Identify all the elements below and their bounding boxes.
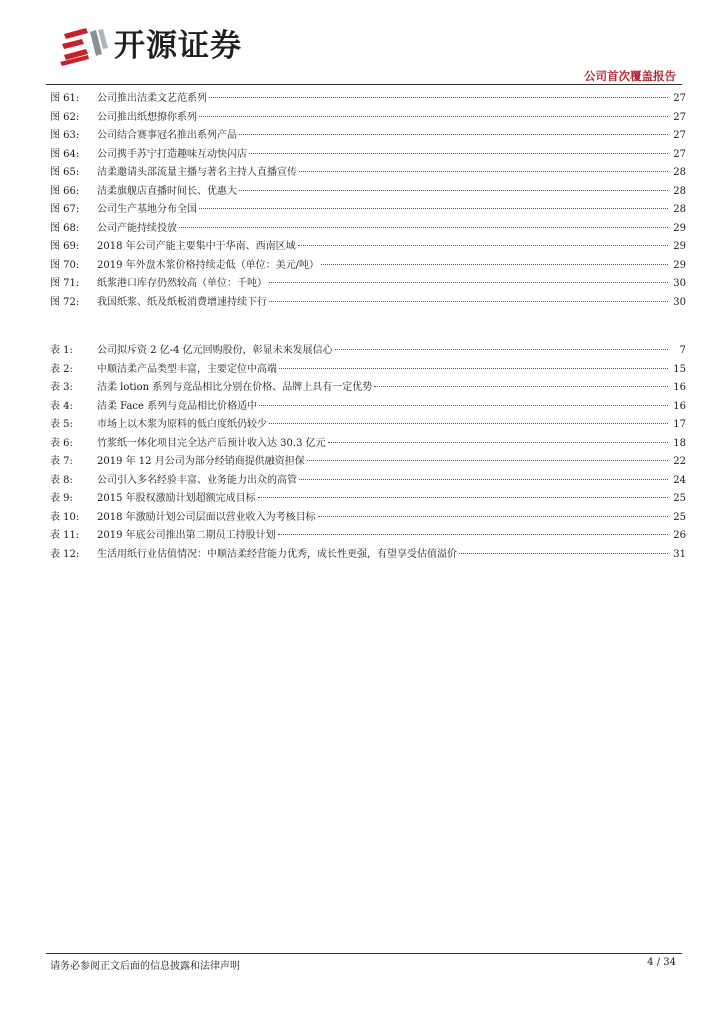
toc-dot-leader [259,405,668,406]
table-toc-row[interactable] [50,453,686,472]
toc-entry-title[interactable]: 洁柔 lotion 系列与竞品相比分别在价格、品牌上具有一定优势 [97,382,373,393]
figure-toc-row[interactable] [50,238,686,257]
toc-entry-label: 图 61: [50,93,80,104]
toc-entry-title[interactable]: 公司引入多名经验丰富、业务能力出众的高管 [97,474,297,486]
toc-entry-page: 28 [673,204,686,215]
toc-entry-title[interactable]: 洁柔 Face 系列与竞品相比价格适中 [97,400,258,412]
toc-entry-page: 7 [679,345,686,356]
toc-entry-label: 图 72: [50,296,80,308]
toc-entry-title[interactable]: 2018 年激励计划公司层面以营业收入为考核目标 [97,511,316,523]
toc-dot-leader [298,245,668,246]
toc-entry-title[interactable]: 中顺洁柔产品类型丰富，主要定位中高端 [97,363,277,375]
figure-toc-row[interactable] [50,146,686,165]
toc-entry-label: 表 8: [50,474,73,486]
toc-entry-label: 表 10: [50,511,80,523]
toc-dot-leader [307,460,668,461]
toc-entry-page: 27 [673,93,686,104]
toc-entry-label: 表 3: [50,382,73,393]
toc-entry-label: 表 12: [50,548,80,560]
table-list [50,342,686,564]
toc-entry-label: 图 68: [50,222,80,234]
toc-entry-title[interactable]: 公司生产基地分布全国 [97,204,197,215]
toc-entry-title[interactable]: 公司推出洁柔文艺范系列 [97,93,207,104]
toc-dot-leader [258,497,668,498]
toc-entry-page: 27 [673,111,686,123]
toc-entry-page: 27 [673,148,686,160]
toc-entry-label: 表 6: [50,437,73,449]
figure-toc-row[interactable] [50,90,686,109]
toc-entry-title[interactable]: 公司拟斥资 2 亿-4 亿元回购股份，彰显未来发展信心 [97,345,333,356]
toc-dot-leader [199,208,668,209]
logo-mark-icon [58,24,110,68]
toc-dot-leader [299,171,668,172]
figure-toc-row[interactable] [50,164,686,183]
figure-toc-row[interactable] [50,294,686,313]
figure-toc-row[interactable] [50,257,686,276]
figure-toc-row[interactable] [50,183,686,202]
toc-entry-label: 表 4: [50,400,73,412]
toc-entry-title[interactable]: 洁柔旗舰店直播时间长、优惠大 [97,185,237,197]
toc-entry-title[interactable]: 公司产能持续投放 [97,222,177,234]
table-toc-row[interactable] [50,416,686,435]
toc-entry-page: 25 [673,511,686,523]
toc-dot-leader [269,282,668,283]
figure-toc-row[interactable] [50,109,686,128]
figure-list [50,90,686,312]
toc-entry-page: 27 [673,130,686,141]
table-toc-row[interactable] [50,509,686,528]
table-toc-row[interactable] [50,379,686,398]
figure-toc-row[interactable] [50,220,686,239]
table-toc-row[interactable] [50,527,686,546]
toc-entry-label: 图 65: [50,167,80,178]
figure-toc-row[interactable] [50,127,686,146]
toc-dot-leader [318,516,668,517]
toc-entry-title[interactable]: 公司结合赛事冠名推出系列产品 [97,130,237,141]
toc-entry-page: 16 [673,382,686,393]
table-toc-row[interactable] [50,472,686,491]
toc-dot-leader [328,442,668,443]
toc-entry-title[interactable]: 2019 年 12 月公司为部分经销商提供融资担保 [97,456,305,467]
toc-entry-label: 表 5: [50,419,73,430]
table-toc-row[interactable] [50,361,686,380]
toc-entry-page: 22 [673,456,686,467]
toc-entry-title[interactable]: 竹浆纸一体化项目完全达产后预计收入达 30.3 亿元 [97,437,326,449]
toc-entry-label: 图 66: [50,185,80,197]
toc-entry-label: 图 71: [50,278,80,289]
footer-disclaimer: 请务必参阅正文后面的信息披露和法律声明 [50,961,240,972]
toc-entry-label: 表 9: [50,493,73,504]
toc-entry-label: 图 69: [50,241,80,252]
toc-entry-title[interactable]: 我国纸浆、纸及纸板消费增速持续下行 [97,296,267,308]
toc-entry-page: 28 [673,185,686,197]
toc-entry-label: 表 11: [50,530,80,541]
toc-entry-page: 31 [673,548,686,560]
toc-entry-page: 30 [673,296,686,308]
toc-entry-page: 17 [673,419,686,430]
figure-toc-row[interactable] [50,201,686,220]
toc-entry-title[interactable]: 2019 年外盘木浆价格持续走低（单位：美元/吨） [97,259,319,271]
table-toc-row[interactable] [50,342,686,361]
toc-entry-title[interactable]: 生活用纸行业估值情况：中顺洁柔经营能力优秀，成长性更强，有望享受估值溢价 [97,548,457,560]
toc-dot-leader [335,349,668,350]
toc-entry-page: 29 [673,222,686,234]
toc-dot-leader [321,264,668,265]
toc-entry-title[interactable]: 2018 年公司产能主要集中于华南、西南区域 [97,241,296,252]
toc-entry-page: 16 [673,400,686,412]
table-toc-row[interactable] [50,546,686,565]
logo-text: 开源证券 [114,28,242,64]
toc-entry-label: 图 63: [50,130,80,141]
toc-dot-leader [239,190,668,191]
footer-divider [46,953,682,954]
toc-dot-leader [278,534,668,535]
toc-entry-label: 表 2: [50,363,73,375]
toc-dot-leader [249,153,668,154]
toc-entry-page: 28 [673,167,686,178]
toc-entry-title[interactable]: 洁柔邀请头部流量主播与著名主持人直播宣传 [97,167,297,178]
toc-dot-leader [374,386,668,387]
toc-entry-title[interactable]: 公司推出纸想撩你系列 [97,111,197,123]
figure-toc-row[interactable] [50,275,686,294]
report-type-label: 公司首次覆盖报告 [584,69,676,83]
toc-entry-page: 26 [673,530,686,541]
page-number: 4 / 34 [647,957,676,968]
toc-entry-title[interactable]: 2019 年底公司推出第二期员工持股计划 [97,530,276,541]
toc-entry-label: 图 67: [50,204,80,215]
table-toc-row[interactable] [50,490,686,509]
toc-entry-page: 30 [673,278,686,289]
toc-entry-label: 图 70: [50,259,80,271]
toc-entry-title[interactable]: 2015 年股权激励计划超额完成目标 [97,493,256,504]
toc-entry-page: 18 [673,437,686,449]
toc-entry-page: 24 [673,474,686,486]
toc-dot-leader [459,553,668,554]
toc-entry-label: 表 7: [50,456,73,467]
toc-entry-page: 29 [673,241,686,252]
toc-entry-title[interactable]: 纸浆港口库存仍然较高（单位：千吨） [97,278,267,289]
toc-entry-title[interactable]: 市场上以木浆为原料的低白度纸仍较少 [97,419,267,430]
toc-dot-leader [199,116,668,117]
toc-dot-leader [179,227,668,228]
toc-entry-label: 图 64: [50,148,80,160]
toc-entry-page: 25 [673,493,686,504]
toc-entry-label: 图 62: [50,111,80,123]
toc-entry-page: 15 [673,363,686,375]
toc-dot-leader [299,479,668,480]
header-divider [46,84,682,85]
toc-dot-leader [209,97,668,98]
company-logo [58,24,242,68]
table-toc-row[interactable] [50,398,686,417]
toc-entry-title[interactable]: 公司携手苏宁打造趣味互动快闪店 [97,148,247,160]
toc-dot-leader [279,368,668,369]
toc-dot-leader [239,134,668,135]
toc-entry-page: 29 [673,259,686,271]
toc-dot-leader [269,423,668,424]
toc-dot-leader [269,301,668,302]
table-toc-row[interactable] [50,435,686,454]
toc-entry-label: 表 1: [50,345,73,356]
